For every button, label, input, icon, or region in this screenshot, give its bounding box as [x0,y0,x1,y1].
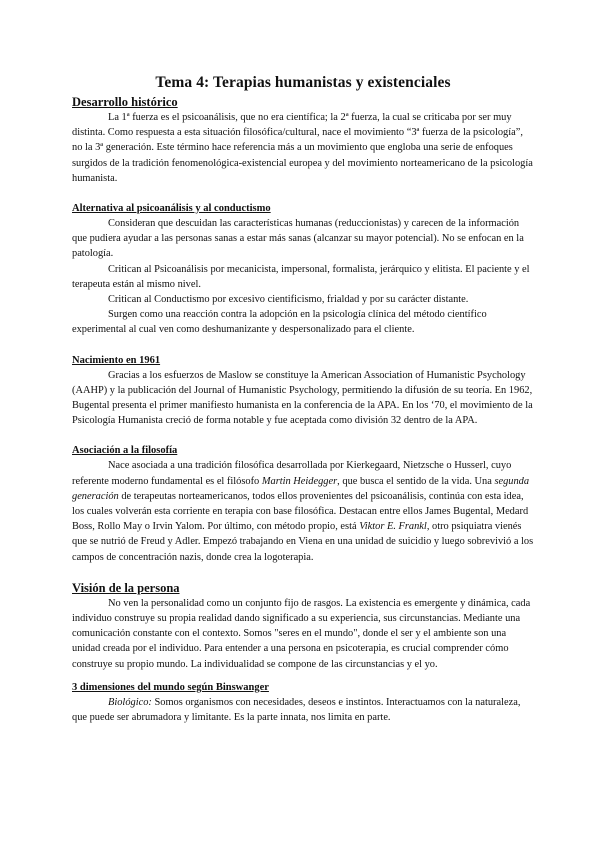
paragraph: Critican al Psicoanálisis por mecanicista, impersonal, formalista, jerárquico y elitista. El paciente y el terapeuta están al mismo nivel. [72,263,530,290]
italic-term: segunda generación [72,475,530,502]
section-heading-desarrollo: Desarrollo histórico [72,95,178,109]
paragraph: Critican al Conductismo por excesivo cientificismo, frialdad y por su carácter distante. [108,294,469,306]
page-title: Tema 4: Terapias humanistas y existenciales [155,74,451,91]
section-heading-vision: Visión de la persona [72,580,180,595]
paragraph: Consideran que descuidan las características humanas (reduccionistas) y carecen de la información que pudiera ayudar a las personas sanas a estar más sanas (alcanzar su mayor potencial). No se enfocan en la patología. [72,218,524,260]
paragraph [72,458,534,564]
italic-term: Biológico: [108,696,152,708]
text-run: de terapeutas norteamericanos, todos ellos provenientes del psicoanálisis, continúa con esta idea, los cuales volverán esta corriente en terapia con base filosófica. Destacan entre ellos James Bugental, Medard Boss, Rollo May o Irvin Yalom. Por último, con método propio, está [72,490,529,533]
section-heading-nacimiento: Nacimiento en 1961 [72,354,161,366]
section-heading-dimensiones: 3 dimensiones del mundo según Binswanger [72,681,269,693]
text-run: , que busca el sentido de la vida. Una [337,475,495,487]
italic-name: Viktor E. Frankl [359,521,427,533]
text-run: , otro psiquiatra vienés que se nutrió de Freud y Adler. Empezó trabajando en Viena en una unidad de suicidio y luego sobrevivió a los campos de concentración nazis, donde crea la logoterapia. [72,521,534,563]
paragraph [72,695,534,725]
paragraph: Gracias a los esfuerzos de Maslow se constituye la American Association of Humanistic Psychology (AAHP) y la publicación del Journal of Humanistic Psychology, permitiendo la difusión de su teoría. En 1962, Bugental presenta el primer manifiesto humanista en la conferencia de la APA. En los ‘70, el movimiento de la Psicología Humanista creció de forma notable y fue aceptada como división 32 dentro de la APA. [72,369,533,427]
document-page [72,74,534,725]
paragraph: Surgen como una reacción contra la adopción en la psicología clínica del método científico experimental al cual ven como deshumanizante y despersonalizado para el cliente. [72,309,487,336]
text-run: Nace asociada a una tradición filosófica desarrollada por Kierkegaard, Nietzsche o Husserl, cuyo referente moderno fundamental es el filósofo [72,460,512,487]
paragraph: No ven la personalidad como un conjunto fijo de rasgos. La existencia es emergente y dinámica, cada individuo construye su propia realidad dando significado a su experiencia, sus circunstancias. Mediante una comunicación constante con el contexto. Somos "seres en el mundo", donde el ser y el ambiente son una unidad creada por el individuo. Para entender a una persona en psicoterapia, es crucial comprender cómo construye su propio mundo. La individualidad se compone de las circunstancias y el yo. [72,597,531,670]
section-heading-filosofia: Asociación a la filosofía [72,445,178,457]
italic-name: Martin Heidegger [261,475,338,487]
section-heading-alternativa: Alternativa al psicoanálisis y al conductismo [72,203,271,215]
text-run: Somos organismos con necesidades, deseos e instintos. Interactuamos con la naturaleza, que puede ser abrumadora y limitante. Es la parte innata, nos limita en parte. [72,696,521,724]
paragraph: La 1ª fuerza es el psicoanálisis, que no era científica; la 2ª fuerza, la cual se criticaba por ser muy distinta. Como respuesta a esta situación filosófica/cultural, nace el movimiento “3ª fuerza de la psicología”, no la 3ª generación. Este término hace referencia más a un movimiento que engloba una serie de enfoques surgidos de la tradición fenomenológica-existencial europea y del movimiento norteamericano de la psicología humanista. [72,112,533,184]
